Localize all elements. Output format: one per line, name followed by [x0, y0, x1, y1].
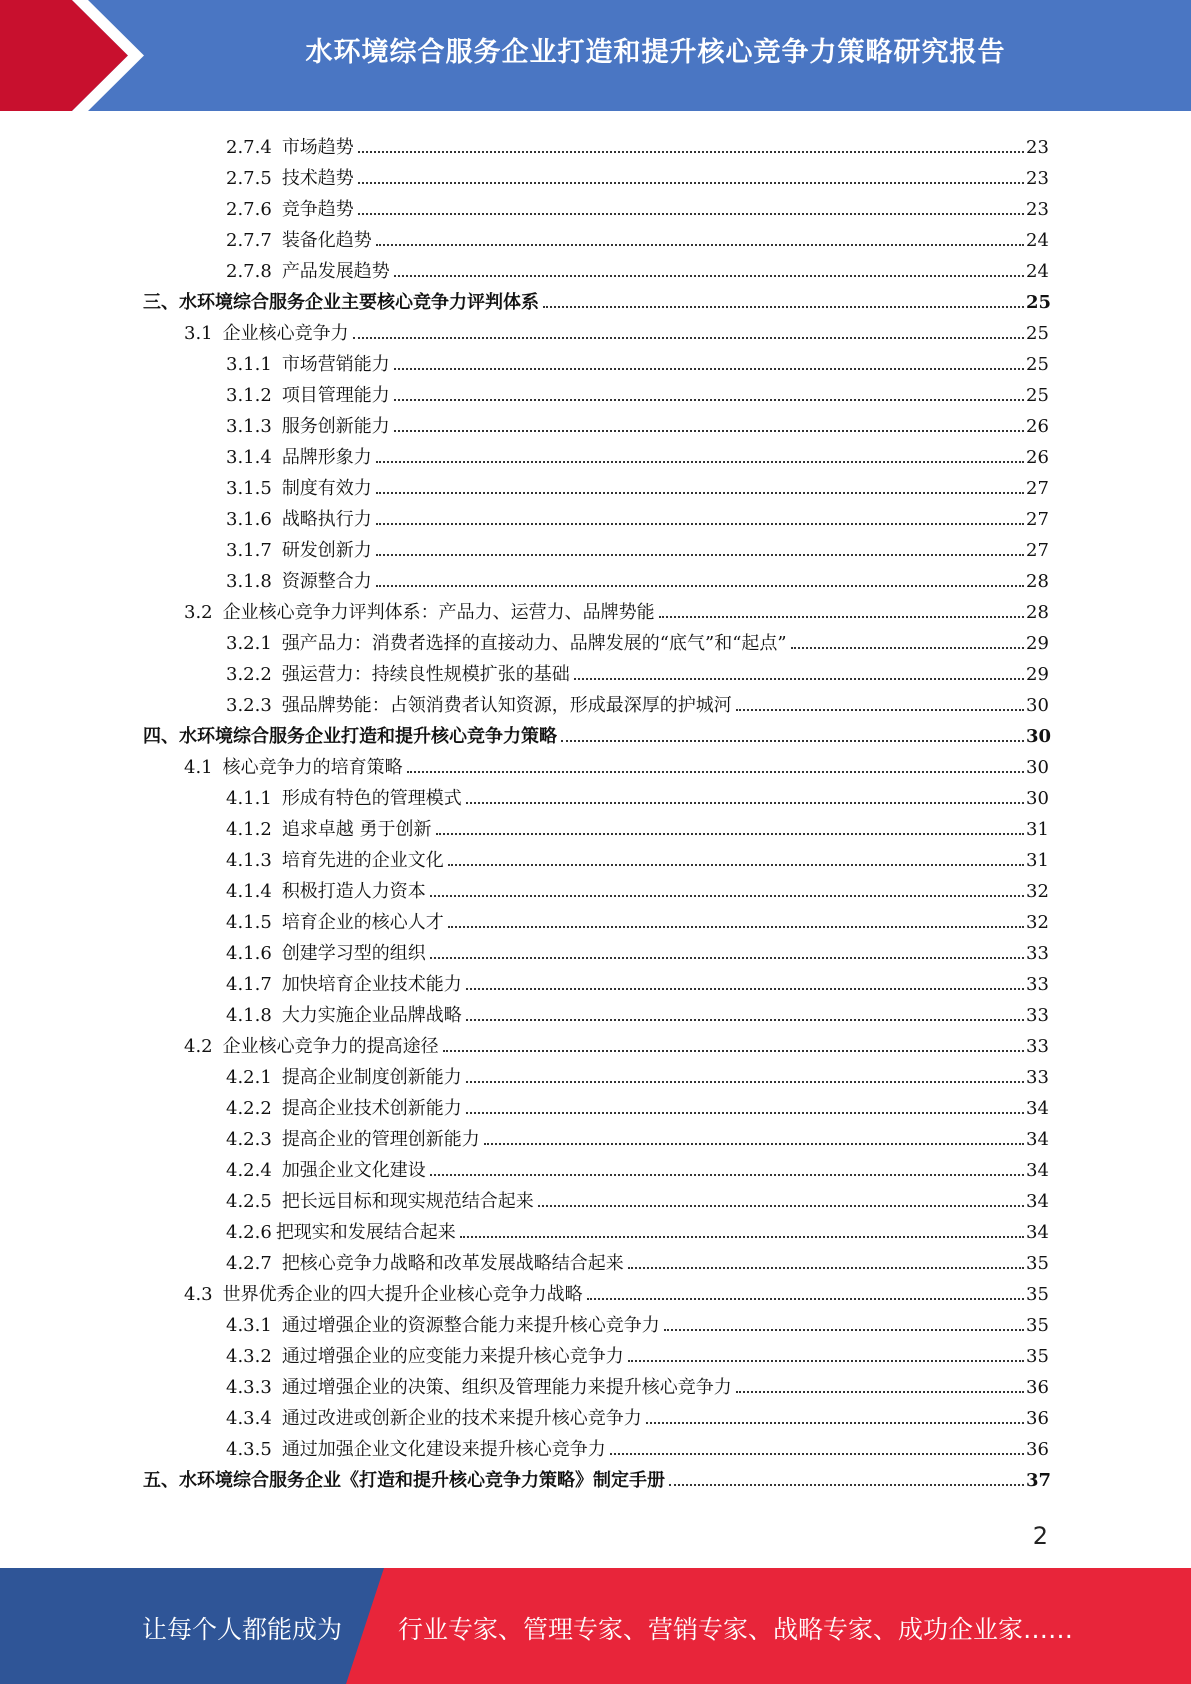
toc-dot-leader [376, 492, 1024, 494]
toc-entry-label [226, 1315, 664, 1337]
toc-entry-page: 36 [1026, 1408, 1049, 1429]
toc-entry[interactable] [0, 159, 1191, 190]
page-number: 2 [1032, 1522, 1048, 1550]
toc-entry-label [226, 664, 574, 686]
toc-entry-label [226, 168, 358, 190]
toc-entry-label [226, 1005, 466, 1027]
toc-entry-page: 34 [1026, 1191, 1049, 1212]
toc-entry-text: 资源整合力 [281, 571, 372, 592]
toc-entry[interactable] [0, 810, 1191, 841]
toc-entry-number: 4.1.4 [226, 881, 272, 902]
toc-entry-page: 30 [1026, 695, 1049, 716]
toc-entry-label [226, 1191, 538, 1213]
toc-dot-leader [466, 1019, 1024, 1021]
toc-dot-leader [484, 1143, 1024, 1145]
toc-entry-label [226, 1098, 466, 1120]
page-footer [0, 1568, 1191, 1684]
toc-entry-label [143, 292, 543, 314]
toc-entry[interactable] [0, 1058, 1191, 1089]
toc-entry-label [226, 1253, 628, 1275]
toc-entry-number: 4.2 [184, 1036, 213, 1057]
toc-entry-text: 竞争趋势 [281, 199, 354, 220]
toc-entry-label [226, 385, 394, 407]
toc-entry[interactable] [0, 345, 1191, 376]
toc-entry[interactable] [0, 872, 1191, 903]
toc-entry-number: 4.2.3 [226, 1129, 272, 1150]
toc-entry-number: 2.7.5 [226, 168, 272, 189]
toc-dot-leader [610, 1453, 1024, 1455]
toc-entry-page: 31 [1026, 850, 1049, 871]
toc-entry-page: 23 [1026, 137, 1049, 158]
toc-dot-leader [646, 1422, 1024, 1424]
toc-entry-page: 24 [1026, 261, 1049, 282]
toc-entry-number: 3.1.5 [226, 478, 272, 499]
toc-entry[interactable] [0, 1213, 1191, 1244]
toc-entry[interactable] [0, 562, 1191, 593]
toc-dot-leader [574, 678, 1024, 680]
toc-dot-leader [587, 1298, 1024, 1300]
toc-entry-text: 企业核心竞争力评判体系：产品力、运营力、品牌势能 [222, 602, 655, 623]
toc-entry-page: 32 [1026, 912, 1049, 933]
toc-entry-text: 核心竞争力的培育策略 [222, 757, 403, 778]
toc-entry-label [184, 323, 353, 345]
toc-entry-label [226, 230, 376, 252]
toc-entry-page: 34 [1026, 1098, 1049, 1119]
toc-entry-text: 提高企业制度创新能力 [281, 1067, 462, 1088]
toc-entry[interactable] [0, 1089, 1191, 1120]
toc-entry-number: 2.7.7 [226, 230, 272, 251]
toc-entry-page: 24 [1026, 230, 1049, 251]
toc-dot-leader [430, 1174, 1024, 1176]
toc-entry-page: 33 [1026, 1005, 1049, 1026]
toc-dot-leader [448, 864, 1024, 866]
toc-entry-text: 积极打造人力资本 [281, 881, 426, 902]
toc-entry[interactable] [0, 779, 1191, 810]
toc-entry-label [226, 788, 466, 810]
toc-entry-page: 35 [1026, 1284, 1049, 1305]
toc-entry[interactable] [0, 1244, 1191, 1275]
toc-entry[interactable] [0, 934, 1191, 965]
toc-entry-page: 28 [1026, 571, 1049, 592]
toc-entry-page: 34 [1026, 1160, 1049, 1181]
toc-entry-number: 4.3.4 [226, 1408, 272, 1429]
toc-entry-text: 提高企业技术创新能力 [281, 1098, 462, 1119]
toc-entry-text: 通过改进或创新企业的技术来提升核心竞争力 [281, 1408, 642, 1429]
toc-entry[interactable] [0, 283, 1191, 314]
toc-entry[interactable] [0, 686, 1191, 717]
toc-entry[interactable] [0, 1461, 1191, 1492]
toc-entry-label [184, 1284, 587, 1306]
toc-entry-page: 36 [1026, 1377, 1049, 1398]
toc-entry-page: 27 [1026, 478, 1049, 499]
toc-entry-number: 4.3 [184, 1284, 213, 1305]
toc-entry-page: 28 [1026, 602, 1049, 623]
toc-entry[interactable] [0, 469, 1191, 500]
toc-entry-text: 追求卓越 勇于创新 [281, 819, 432, 840]
toc-entry-label [226, 1408, 646, 1430]
toc-entry-number: 4.2.5 [226, 1191, 272, 1212]
toc-dot-leader [664, 1329, 1024, 1331]
toc-entry-number: 3.1.8 [226, 571, 272, 592]
toc-entry-label [226, 540, 376, 562]
toc-entry-page: 31 [1026, 819, 1049, 840]
toc-entry[interactable] [0, 1275, 1191, 1306]
toc-entry-page: 30 [1026, 788, 1049, 809]
table-of-contents [0, 128, 1191, 1492]
toc-entry-text: 通过增强企业的决策、组织及管理能力来提升核心竞争力 [281, 1377, 732, 1398]
toc-entry-text: 创建学习型的组织 [281, 943, 426, 964]
toc-entry[interactable] [0, 1430, 1191, 1461]
toc-entry-number: 3.2.2 [226, 664, 272, 685]
toc-dot-leader [543, 306, 1024, 308]
toc-entry-text: 通过加强企业文化建设来提升核心竞争力 [281, 1439, 606, 1460]
toc-entry-label [226, 974, 466, 996]
toc-dot-leader [358, 182, 1024, 184]
toc-entry-label [226, 850, 448, 872]
toc-entry-number: 4.1.8 [226, 1005, 272, 1026]
toc-entry[interactable] [0, 376, 1191, 407]
toc-entry-text: 装备化趋势 [281, 230, 372, 251]
toc-entry[interactable] [0, 903, 1191, 934]
toc-entry-page: 33 [1026, 1067, 1049, 1088]
toc-entry-text: 市场营销能力 [281, 354, 390, 375]
toc-entry-label [226, 261, 394, 283]
toc-entry-label [226, 199, 358, 221]
toc-entry-page: 34 [1026, 1129, 1049, 1150]
toc-entry-label [184, 602, 659, 624]
toc-entry-page: 25 [1026, 292, 1052, 313]
toc-entry-text: 制度有效力 [281, 478, 372, 499]
toc-entry-number: 3.1.3 [226, 416, 272, 437]
toc-entry[interactable] [0, 190, 1191, 221]
toc-entry-page: 32 [1026, 881, 1049, 902]
toc-entry[interactable] [0, 1368, 1191, 1399]
toc-entry-page: 35 [1026, 1253, 1049, 1274]
toc-entry-number: 4.1.7 [226, 974, 272, 995]
toc-dot-leader [430, 895, 1024, 897]
footer-slogan-right: 行业专家、管理专家、营销专家、战略专家、成功企业家…… [398, 1615, 1074, 1644]
toc-entry-label [226, 912, 448, 934]
toc-entry[interactable] [0, 748, 1191, 779]
toc-entry-label [226, 354, 394, 376]
toc-dot-leader [376, 585, 1024, 587]
toc-entry-text: 培育企业的核心人才 [281, 912, 444, 933]
toc-dot-leader [353, 337, 1024, 339]
toc-entry-text: 世界优秀企业的四大提升企业核心竞争力战略 [222, 1284, 583, 1305]
toc-entry-label [226, 1346, 628, 1368]
toc-entry-page: 27 [1026, 509, 1049, 530]
toc-entry-text: 五、水环境综合服务企业《打造和提升核心竞争力策略》制定手册 [143, 1470, 665, 1491]
toc-dot-leader [561, 740, 1024, 742]
toc-entry[interactable] [0, 624, 1191, 655]
toc-dot-leader [376, 244, 1024, 246]
toc-entry[interactable] [0, 1120, 1191, 1151]
toc-entry-label [226, 1160, 430, 1182]
toc-entry[interactable] [0, 1027, 1191, 1058]
toc-entry-text: 三、水环境综合服务企业主要核心竞争力评判体系 [143, 292, 539, 313]
toc-entry[interactable] [0, 1182, 1191, 1213]
toc-dot-leader [448, 926, 1024, 928]
toc-entry-label [226, 633, 791, 655]
toc-entry-number: 4.2.2 [226, 1098, 272, 1119]
toc-entry-label [226, 1067, 466, 1089]
toc-entry-page: 29 [1026, 633, 1049, 654]
toc-entry-label [226, 1439, 610, 1461]
toc-entry-number: 4.1 [184, 757, 213, 778]
toc-entry-page: 25 [1026, 354, 1049, 375]
toc-entry-text: 项目管理能力 [281, 385, 390, 406]
toc-dot-leader [736, 709, 1024, 711]
toc-dot-leader [791, 647, 1024, 649]
toc-entry-number: 3.1.1 [226, 354, 272, 375]
toc-dot-leader [466, 1112, 1024, 1114]
toc-entry-number: 2.7.6 [226, 199, 272, 220]
toc-entry-text: 把核心竞争力战略和改革发展战略结合起来 [281, 1253, 624, 1274]
toc-entry-text: 培育先进的企业文化 [281, 850, 444, 871]
toc-entry-label [226, 447, 376, 469]
toc-entry-number: 3.1.7 [226, 540, 272, 561]
toc-dot-leader [358, 151, 1024, 153]
toc-entry-number: 4.3.1 [226, 1315, 272, 1336]
toc-entry-number: 3.2.1 [226, 633, 272, 654]
toc-entry-page: 34 [1026, 1222, 1049, 1243]
toc-entry-number: 3.1 [184, 323, 213, 344]
toc-entry-number: 2.7.8 [226, 261, 272, 282]
toc-entry-page: 33 [1026, 943, 1049, 964]
toc-entry-page: 23 [1026, 168, 1049, 189]
toc-entry-text: 提高企业的管理创新能力 [281, 1129, 480, 1150]
toc-entry[interactable] [0, 1337, 1191, 1368]
toc-entry-label [226, 695, 736, 717]
toc-entry[interactable] [0, 314, 1191, 345]
toc-entry-text: 强运营力：持续良性规模扩张的基础 [281, 664, 570, 685]
toc-dot-leader [460, 1236, 1024, 1238]
toc-entry-label [143, 726, 561, 748]
toc-entry-number: 4.3.3 [226, 1377, 272, 1398]
toc-dot-leader [430, 957, 1024, 959]
toc-entry[interactable] [0, 128, 1191, 159]
toc-entry[interactable] [0, 717, 1191, 748]
header-arrow-decoration [0, 0, 160, 111]
toc-dot-leader [669, 1484, 1024, 1486]
toc-entry-page: 30 [1026, 757, 1049, 778]
toc-entry[interactable] [0, 996, 1191, 1027]
toc-dot-leader [394, 430, 1024, 432]
toc-entry-label [184, 1036, 443, 1058]
toc-entry-page: 37 [1026, 1470, 1052, 1491]
toc-entry[interactable] [0, 407, 1191, 438]
toc-entry-number: 4.1.2 [226, 819, 272, 840]
toc-entry-text: 大力实施企业品牌战略 [281, 1005, 462, 1026]
toc-entry-text: 研发创新力 [281, 540, 372, 561]
toc-entry-page: 30 [1026, 726, 1052, 747]
toc-entry-text: 产品发展趋势 [281, 261, 390, 282]
toc-entry-text: 技术趋势 [281, 168, 354, 189]
toc-entry-page: 36 [1026, 1439, 1049, 1460]
toc-entry[interactable] [0, 965, 1191, 996]
toc-entry-number: 2.7.4 [226, 137, 272, 158]
toc-entry-text: 通过增强企业的资源整合能力来提升核心竞争力 [281, 1315, 660, 1336]
toc-dot-leader [659, 616, 1024, 618]
toc-entry-label [226, 1129, 484, 1151]
toc-entry-label [226, 478, 376, 500]
toc-entry[interactable] [0, 438, 1191, 469]
toc-dot-leader [394, 275, 1024, 277]
toc-dot-leader [736, 1391, 1024, 1393]
toc-dot-leader [628, 1267, 1024, 1269]
toc-entry-number: 3.1.2 [226, 385, 272, 406]
toc-entry-label [226, 881, 430, 903]
toc-entry[interactable] [0, 531, 1191, 562]
toc-entry-text: 市场趋势 [281, 137, 354, 158]
toc-entry-text: 加强企业文化建设 [281, 1160, 426, 1181]
toc-entry-number: 4.2.4 [226, 1160, 272, 1181]
toc-entry-text: 品牌形象力 [281, 447, 372, 468]
toc-entry-number: 3.1.6 [226, 509, 272, 530]
toc-entry-label [226, 819, 436, 841]
toc-entry-number: 4.3.5 [226, 1439, 272, 1460]
toc-dot-leader [376, 554, 1024, 556]
toc-entry-text: 形成有特色的管理模式 [281, 788, 462, 809]
toc-entry-number: 4.1.6 [226, 943, 272, 964]
toc-entry-page: 33 [1026, 974, 1049, 995]
toc-dot-leader [376, 461, 1024, 463]
toc-dot-leader [376, 523, 1024, 525]
toc-entry[interactable] [0, 593, 1191, 624]
toc-entry-text: 战略执行力 [281, 509, 372, 530]
toc-entry-text: 把长远目标和现实规范结合起来 [281, 1191, 534, 1212]
toc-entry[interactable] [0, 1151, 1191, 1182]
toc-entry-text: 企业核心竞争力的提高途径 [222, 1036, 439, 1057]
toc-entry-label [143, 1470, 669, 1492]
toc-entry-page: 27 [1026, 540, 1049, 561]
toc-entry-text: 强产品力：消费者选择的直接动力、品牌发展的“底气”和“起点” [281, 633, 787, 654]
toc-entry-label [226, 416, 394, 438]
toc-entry-page: 25 [1026, 385, 1049, 406]
toc-entry-label [226, 1222, 460, 1244]
toc-entry-text: 服务创新能力 [281, 416, 390, 437]
toc-entry-number: 4.1.3 [226, 850, 272, 871]
toc-entry-number: 3.1.4 [226, 447, 272, 468]
toc-entry-label [226, 137, 358, 159]
toc-entry-label [226, 1377, 736, 1399]
toc-entry-page: 26 [1026, 447, 1049, 468]
toc-entry-page: 35 [1026, 1315, 1049, 1336]
toc-entry-text: 强品牌势能：占领消费者认知资源，形成最深厚的护城河 [281, 695, 732, 716]
toc-entry-label [226, 571, 376, 593]
toc-entry-number: 4.1.1 [226, 788, 272, 809]
toc-dot-leader [407, 771, 1024, 773]
toc-dot-leader [394, 368, 1024, 370]
toc-entry-number: 4.2.1 [226, 1067, 272, 1088]
toc-entry-page: 26 [1026, 416, 1049, 437]
toc-entry-text: 四、水环境综合服务企业打造和提升核心竞争力策略 [143, 726, 557, 747]
toc-entry[interactable] [0, 221, 1191, 252]
toc-entry-number: 3.2 [184, 602, 213, 623]
toc-dot-leader [358, 213, 1024, 215]
toc-entry-number: 4.3.2 [226, 1346, 272, 1367]
toc-entry[interactable] [0, 1399, 1191, 1430]
toc-entry[interactable] [0, 841, 1191, 872]
page-header [0, 0, 1191, 111]
toc-entry-label [184, 757, 407, 779]
toc-dot-leader [538, 1205, 1024, 1207]
toc-dot-leader [628, 1360, 1024, 1362]
toc-entry-number: 3.2.3 [226, 695, 272, 716]
report-title: 水环境综合服务企业打造和提升核心竞争力策略研究报告 [305, 37, 1006, 68]
toc-entry[interactable] [0, 252, 1191, 283]
toc-entry[interactable] [0, 1306, 1191, 1337]
toc-entry-page: 25 [1026, 323, 1049, 344]
toc-entry-text: 通过增强企业的应变能力来提升核心竞争力 [281, 1346, 624, 1367]
toc-entry[interactable] [0, 655, 1191, 686]
footer-slogan-left: 让每个人都能成为 [142, 1615, 343, 1644]
toc-entry-number: 4.1.5 [226, 912, 272, 933]
toc-entry-page: 23 [1026, 199, 1049, 220]
toc-dot-leader [394, 399, 1024, 401]
toc-entry[interactable] [0, 500, 1191, 531]
toc-entry-text: 企业核心竞争力 [222, 323, 349, 344]
toc-dot-leader [436, 833, 1024, 835]
toc-dot-leader [466, 802, 1024, 804]
toc-dot-leader [466, 1081, 1024, 1083]
toc-entry-number: 4.2.7 [226, 1253, 272, 1274]
toc-dot-leader [443, 1050, 1024, 1052]
toc-entry-number: 4.2.6 [226, 1222, 272, 1243]
toc-entry-page: 29 [1026, 664, 1049, 685]
toc-entry-label [226, 509, 376, 531]
toc-entry-page: 33 [1026, 1036, 1049, 1057]
toc-dot-leader [466, 988, 1024, 990]
toc-entry-text: 加快培育企业技术能力 [281, 974, 462, 995]
toc-entry-text: 把现实和发展结合起来 [275, 1222, 456, 1243]
toc-entry-page: 35 [1026, 1346, 1049, 1367]
toc-entry-label [226, 943, 430, 965]
